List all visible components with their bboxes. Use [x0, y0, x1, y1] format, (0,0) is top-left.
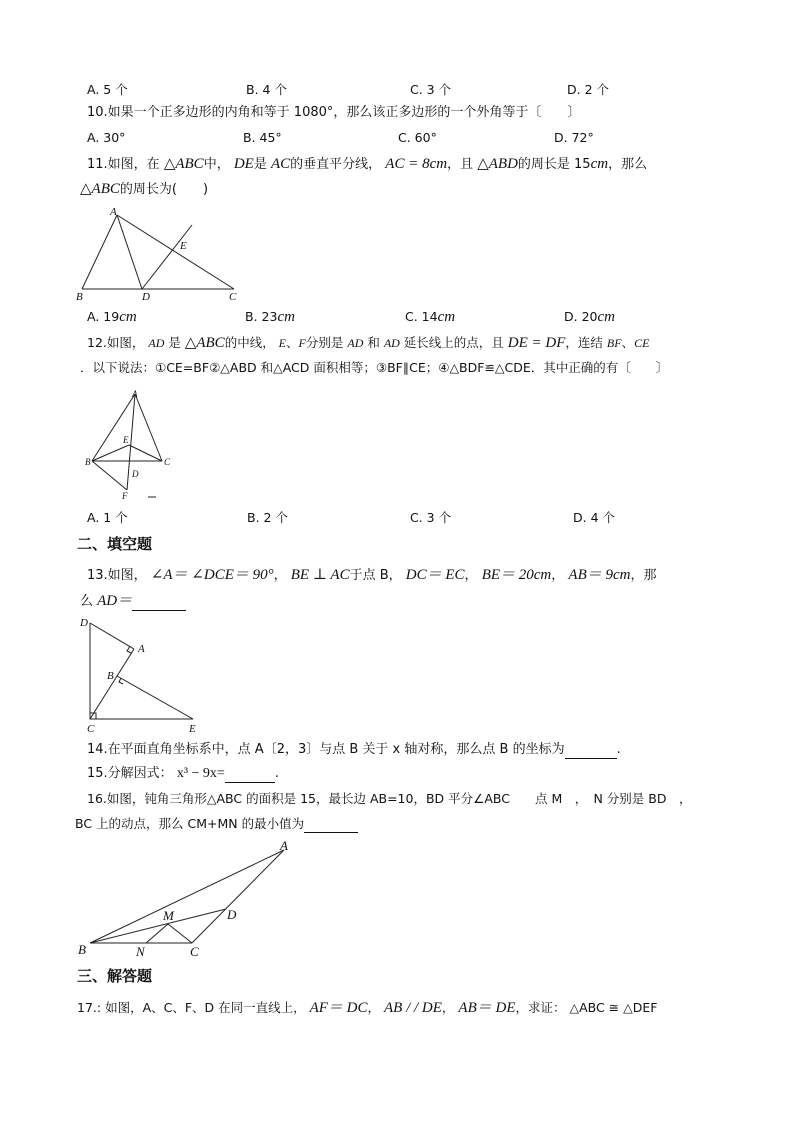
- q11-label-c: C: [229, 291, 237, 303]
- section-answer-heading: 三、解答题: [77, 967, 153, 985]
- q13-label-c: C: [87, 723, 95, 735]
- q11-label-a: A: [110, 206, 117, 218]
- q11-option-d: D. 20cm: [564, 309, 615, 325]
- q9-option-c: C. 3 个: [410, 82, 452, 97]
- q15-answer-blank[interactable]: [225, 768, 275, 783]
- q16-label-m: M: [163, 908, 174, 923]
- q16-label-c: C: [190, 944, 199, 959]
- q11-label-d: D: [142, 291, 150, 303]
- q13-stem-line2: 么 AD＝: [80, 592, 186, 611]
- q12-option-a: A. 1 个: [87, 510, 128, 525]
- q13-answer-blank[interactable]: [132, 596, 186, 611]
- q12-option-d: D. 4 个: [573, 510, 615, 525]
- q16-line-ba: [90, 850, 284, 943]
- q11-figure: [74, 205, 244, 303]
- q11-label-e: E: [180, 240, 187, 252]
- q12-line-ab: [92, 394, 135, 461]
- q15-stem: 15.分解因式： x³ − 9x= .: [87, 766, 279, 781]
- q16-label-a: A: [280, 840, 288, 853]
- q16-stem-line2: BC 上的动点，那么 CM+MN 的最小值为: [75, 815, 358, 833]
- q12-option-b: B. 2 个: [247, 510, 288, 525]
- q11-option-a: A. 19cm: [87, 309, 137, 325]
- q14-answer-blank[interactable]: [565, 744, 617, 759]
- q11-stem: 11.如图，在 △ABC中， DE是 AC的垂直平分线， AC = 8cm，且 △ABD的周长是 15cm，那么: [87, 156, 648, 172]
- q10-option-b: B. 45°: [243, 130, 282, 145]
- q12-label-e: E: [123, 435, 129, 445]
- q16-line-mc: [168, 924, 192, 943]
- q11-line-de: [142, 225, 192, 289]
- q16-answer-blank[interactable]: [304, 818, 358, 833]
- q11-stem-line2: △ABC的周长为( ): [80, 181, 209, 197]
- q17-stem: 17.: 如图，A、C、F、D 在同一直线上， AF＝ DC， AB / / DE， AB＝ DE，求证： △ABC ≅ △DEF: [77, 1000, 658, 1016]
- q9-option-b: B. 4 个: [246, 82, 287, 97]
- q9-option-d: D. 2 个: [567, 82, 609, 97]
- q11-line-ab: [82, 215, 117, 289]
- q12-label-f: F: [122, 491, 128, 501]
- q16-line-bd: [90, 909, 226, 943]
- q10-option-d: D. 72°: [554, 130, 594, 145]
- q11-option-c: C. 14cm: [405, 309, 456, 325]
- q10-stem: 10.如果一个正多边形的内角和等于 1080°，那么该正多边形的一个外角等于〔 〕: [87, 105, 581, 120]
- q12-stem-line2: ．以下说法：①CE=BF②△ABD 和△ACD 面积相等；③BF∥CE；④△BDF≌△CDE．其中正确的有〔 〕: [80, 360, 669, 375]
- q16-stem: 16.如图，钝角三角形△ABC 的面积是 15，最长边 AB=10，BD 平分∠ABC 点 M ， N 分别是 BD ，: [87, 791, 692, 806]
- q12-label-b: B: [85, 457, 91, 467]
- q13-label-e: E: [189, 723, 196, 735]
- q13-label-d: D: [80, 617, 88, 629]
- q16-line-ca: [192, 850, 284, 943]
- q13-stem: 13.如图， ∠A＝ ∠DCE＝ 90°， BE ⊥ AC于点 B， DC＝ EC， BE＝ 20cm， AB＝ 9cm，那: [87, 567, 657, 583]
- q14-stem: 14.在平面直角坐标系中，点 A〔2，3〕与点 B 关于 x 轴对称，那么点 B 的坐标为 .: [87, 742, 621, 757]
- q13-label-a: A: [138, 643, 145, 655]
- q13-line-be: [117, 676, 193, 719]
- q12-label-d: D: [132, 469, 139, 479]
- q16-label-b: B: [78, 942, 86, 957]
- q12-label-c: C: [164, 457, 171, 467]
- q16-label-n: N: [136, 944, 145, 959]
- q16-label-d: D: [227, 907, 237, 922]
- q13-figure: [74, 615, 208, 735]
- q10-option-c: C. 60°: [398, 130, 437, 145]
- q12-figure: [80, 385, 190, 503]
- q16-line-mn: [146, 924, 168, 943]
- q12-line-bf: [92, 461, 127, 490]
- q13-label-b: B: [107, 670, 114, 682]
- q11-label-b: B: [76, 291, 83, 303]
- q12-option-c: C. 3 个: [410, 510, 452, 525]
- section-fill-in-heading: 二、填空题: [77, 535, 153, 553]
- q16-figure: [74, 840, 296, 962]
- q9-option-a: A. 5 个: [87, 82, 128, 97]
- q11-line-ac: [117, 215, 234, 289]
- q12-stem: 12.如图， AD 是 △ABC的中线， E、F分别是 AD 和 AD 延长线上的点，且 DE = DF，连结 BF、CE: [87, 335, 650, 351]
- q11-line-ad: [117, 215, 142, 289]
- q13-line-da: [90, 623, 134, 649]
- q12-label-a: A: [132, 389, 138, 399]
- q13-line-ac: [90, 649, 134, 719]
- q12-line-ac: [135, 394, 162, 461]
- q10-option-a: A. 30°: [87, 130, 126, 145]
- q11-option-b: B. 23cm: [245, 309, 295, 325]
